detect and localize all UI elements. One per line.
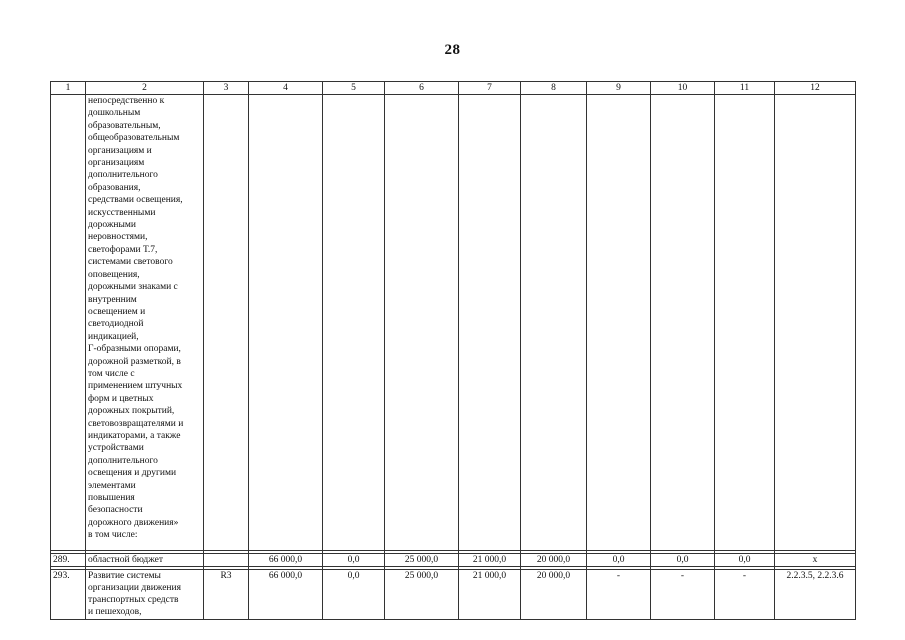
value-cell: 0,0 [587, 554, 651, 567]
value-cell: 0,0 [323, 570, 385, 620]
text-line: безопасности [88, 505, 143, 516]
text-line: транспортных средств [88, 595, 179, 605]
row-name-cell [86, 570, 204, 620]
text-line: неровностями, [88, 232, 148, 243]
table-cell [385, 95, 459, 551]
text-line: том числе с [88, 368, 135, 379]
value-cell: - [715, 570, 775, 620]
value-cell: - [651, 570, 715, 620]
header-cell: 2 [86, 82, 204, 95]
header-cell: 9 [587, 82, 651, 95]
code-cell: R3 [204, 570, 249, 620]
text-line: повышения [88, 493, 135, 503]
text-line: средствами освещения, [88, 195, 183, 206]
table-row-289 [51, 554, 856, 567]
text-line: применением штучных [88, 381, 183, 392]
table-cell [249, 95, 323, 551]
header-cell: 12 [775, 82, 856, 95]
value-cell: 25 000,0 [385, 554, 459, 567]
table-header-row [51, 82, 856, 95]
value-cell: 0,0 [651, 554, 715, 567]
text-line: светофорами Т.7, [88, 244, 158, 255]
text-line: организациям и [88, 145, 152, 156]
text-line: и пешеходов, [88, 607, 142, 617]
table-cell [51, 95, 86, 551]
text-line: устройствами [88, 443, 144, 454]
text-line: форм и цветных [88, 393, 154, 404]
table-cell [459, 95, 521, 551]
header-cell: 8 [521, 82, 587, 95]
table-cell [651, 95, 715, 551]
value-cell: 20 000,0 [521, 570, 587, 620]
text-line: элементами [88, 480, 136, 491]
value-cell: х [775, 554, 856, 567]
text-line: оповещения, [88, 269, 140, 280]
value-cell: 20 000,0 [521, 554, 587, 567]
text-line: Г-образными опорами, [88, 344, 181, 355]
text-line: непосредственно к [88, 96, 165, 106]
row-number-cell: 289. [51, 554, 86, 567]
value-cell: - [587, 570, 651, 620]
text-line: дошкольным [88, 108, 141, 119]
text-line: организации движения [88, 583, 181, 593]
text-line: индикацией, [88, 331, 139, 342]
table-cell [323, 95, 385, 551]
table-cell [204, 95, 249, 551]
header-cell: 4 [249, 82, 323, 95]
value-cell: 0,0 [715, 554, 775, 567]
text-line: освещением и [88, 306, 146, 317]
text-line: дорожными [88, 220, 136, 231]
text-line: дополнительного [88, 170, 158, 181]
value-cell: 66 000,0 [249, 554, 323, 567]
table-cell [521, 95, 587, 551]
text-line: образования, [88, 182, 141, 193]
budget-table [50, 81, 856, 620]
table-cell [587, 95, 651, 551]
text-line: освещения и другими [88, 468, 177, 479]
text-line: дорожными знаками с [88, 282, 178, 293]
value-cell: 21 000,0 [459, 554, 521, 567]
value-cell: 25 000,0 [385, 570, 459, 620]
text-line: индикаторами, а также [88, 430, 181, 441]
text-line: искусственными [88, 207, 156, 218]
text-line: в том числе: [88, 530, 138, 541]
text-line: дорожной разметкой, в [88, 356, 181, 367]
text-line: дополнительного [88, 455, 158, 466]
header-cell: 6 [385, 82, 459, 95]
text-line: световозвращателями и [88, 418, 184, 429]
value-cell: 21 000,0 [459, 570, 521, 620]
text-line: системами светового [88, 257, 173, 268]
header-cell: 11 [715, 82, 775, 95]
header-cell: 10 [651, 82, 715, 95]
text-line: образовательным, [88, 120, 161, 131]
text-line: дорожного движения» [88, 517, 179, 528]
page-number: 28 [444, 42, 461, 58]
header-cell: 7 [459, 82, 521, 95]
text-line: организациям [88, 158, 145, 169]
reference-cell: 2.2.3.5, 2.2.3.6 [775, 570, 856, 620]
table-cell [775, 95, 856, 551]
header-cell: 1 [51, 82, 86, 95]
text-line: светодиодной [88, 319, 144, 330]
table-row-293 [51, 570, 856, 620]
value-cell: 0,0 [323, 554, 385, 567]
header-cell: 3 [204, 82, 249, 95]
table-cell [204, 554, 249, 567]
text-line: общеобразовательным [88, 133, 180, 144]
table-cell [715, 95, 775, 551]
row-number-cell: 293. [51, 570, 86, 620]
value-cell: 66 000,0 [249, 570, 323, 620]
text-line: дорожных покрытий, [88, 406, 175, 417]
text-line: Развитие системы [88, 571, 161, 581]
header-cell: 5 [323, 82, 385, 95]
text-line: внутренним [88, 294, 137, 305]
continuation-text-cell [86, 95, 204, 551]
row-name-cell: областной бюджет [86, 554, 204, 567]
continuation-row [51, 95, 856, 551]
